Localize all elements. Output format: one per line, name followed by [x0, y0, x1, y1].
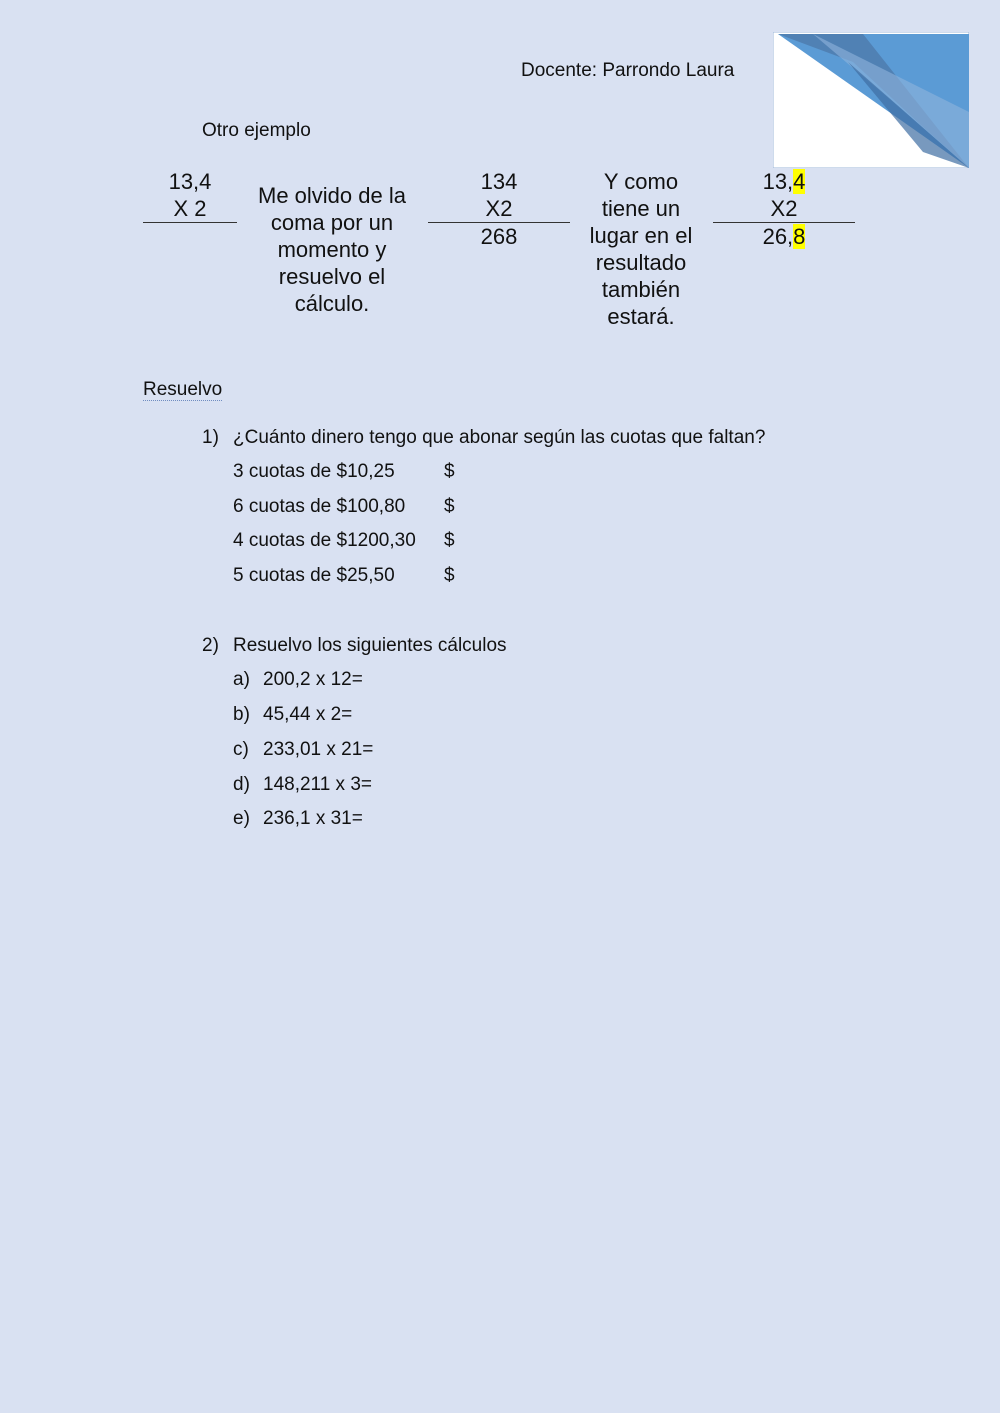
- example-title: Otro ejemplo: [202, 120, 311, 141]
- result-line: [143, 222, 237, 223]
- currency-symbol: $: [444, 530, 455, 551]
- list-item: 5 cuotas de $25,50 $: [233, 565, 455, 586]
- multiplication-example-2: [428, 168, 570, 250]
- result: 26,8: [713, 222, 855, 250]
- question-1: [202, 427, 765, 449]
- list-item: 4 cuotas de $1200,30 $: [233, 530, 455, 551]
- explanation-note-1: Me olvido de la coma por un momento y resuelvo el cálculo.: [258, 183, 406, 316]
- multiplier: X 2: [173, 196, 207, 221]
- currency-symbol: $: [444, 461, 455, 482]
- multiplicand: 13,4: [168, 169, 212, 194]
- question-text: Resuelvo los siguientes cálculos: [233, 635, 507, 656]
- list-item: 3 cuotas de $10,25 $: [233, 461, 455, 482]
- multiplier: X2: [485, 196, 513, 221]
- list-item: a) 200,2 x 12=: [233, 669, 363, 690]
- multiplicand: 13,4: [762, 169, 806, 194]
- question-text: ¿Cuánto dinero tengo que abonar según las cuotas que faltan?: [233, 427, 766, 448]
- explanation-note-2: Y como tiene un lugar en el resultado también estará.: [589, 169, 693, 329]
- currency-symbol: $: [444, 496, 455, 517]
- section-title: Resuelvo: [143, 379, 223, 400]
- teacher-name: Docente: Parrondo Laura: [521, 60, 735, 81]
- result: 268: [428, 222, 570, 250]
- multiplier: X2: [770, 196, 798, 221]
- highlighted-decimal: 8: [793, 224, 806, 249]
- question-2: [202, 635, 507, 657]
- question-number: 2): [202, 635, 219, 656]
- highlighted-decimal: 4: [793, 169, 806, 194]
- currency-symbol: $: [444, 565, 455, 586]
- multiplicand: 134: [480, 169, 518, 194]
- multiplication-example-3: [713, 168, 855, 250]
- list-item: 6 cuotas de $100,80 $: [233, 496, 455, 517]
- list-item: b) 45,44 x 2=: [233, 704, 353, 725]
- list-item: c) 233,01 x 21=: [233, 739, 374, 760]
- list-item: e) 236,1 x 31=: [233, 808, 363, 829]
- multiplication-example-1: [143, 168, 237, 223]
- corner-decoration: [773, 32, 969, 168]
- question-number: 1): [202, 427, 219, 448]
- list-item: d) 148,211 x 3=: [233, 774, 372, 795]
